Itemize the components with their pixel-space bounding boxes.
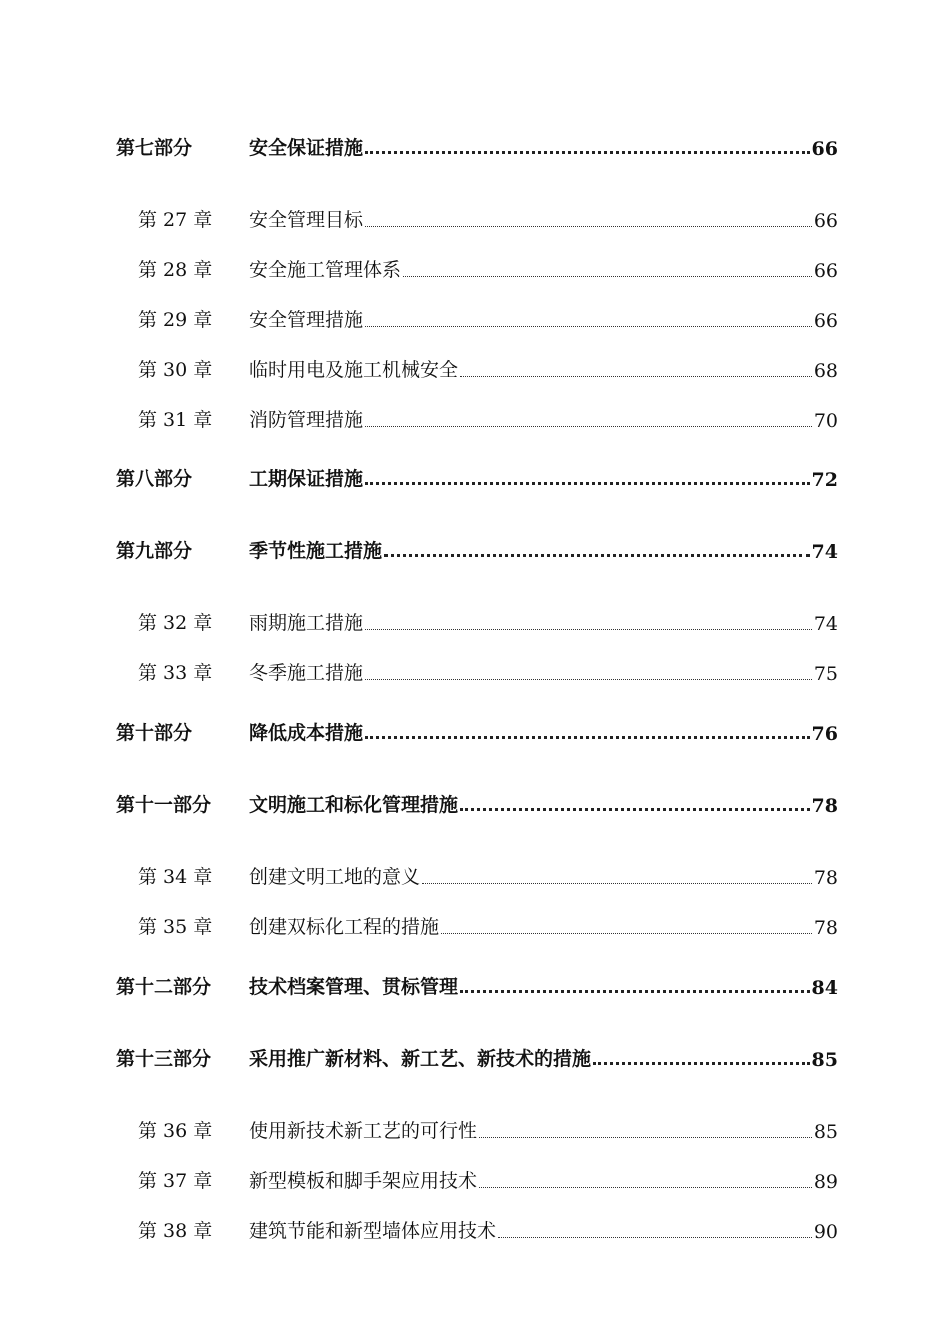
toc-entry-number: 第 32 章 — [138, 612, 213, 634]
toc-entry-number: 第十一部分 — [116, 794, 212, 816]
toc-entry-page: 66 — [813, 260, 838, 282]
dot-leader — [365, 310, 812, 332]
toc-entry-title: 创建文明工地的意义 — [249, 866, 421, 888]
toc-entry-title: 安全施工管理体系 — [249, 259, 402, 281]
toc-entry-page: 72 — [811, 469, 838, 491]
dot-leader — [365, 210, 812, 232]
dot-leader — [365, 613, 812, 635]
toc-entry-number: 第 30 章 — [138, 359, 213, 381]
toc-entry-title: 季节性施工措施 — [249, 540, 383, 562]
toc-entry-number: 第 34 章 — [138, 866, 213, 888]
toc-entry-chapter[interactable] — [116, 252, 838, 282]
toc-entry-number: 第 37 章 — [138, 1170, 213, 1192]
dot-leader — [365, 663, 812, 685]
dot-leader — [498, 1221, 812, 1243]
toc-entry-chapter[interactable] — [116, 859, 838, 889]
toc-entry-title: 雨期施工措施 — [249, 612, 364, 634]
toc-entry-part[interactable] — [116, 461, 838, 491]
toc-entry-chapter[interactable] — [116, 655, 838, 685]
toc-entry-number: 第 28 章 — [138, 259, 213, 281]
toc-entry-page: 89 — [813, 1171, 838, 1193]
toc-entry-number: 第 31 章 — [138, 409, 213, 431]
dot-leader — [479, 1121, 812, 1143]
toc-entry-title: 临时用电及施工机械安全 — [249, 359, 459, 381]
toc-entry-number: 第 38 章 — [138, 1220, 213, 1242]
toc-entry-number: 第 33 章 — [138, 662, 213, 684]
toc-entry-page: 85 — [813, 1121, 838, 1143]
toc-entry-title: 新型模板和脚手架应用技术 — [249, 1170, 478, 1192]
dot-leader — [422, 867, 812, 889]
toc-entry-page: 66 — [813, 310, 838, 332]
dot-leader — [460, 360, 812, 382]
toc-entry-chapter[interactable] — [116, 605, 838, 635]
toc-entry-chapter[interactable] — [116, 909, 838, 939]
toc-entry-title: 降低成本措施 — [249, 722, 364, 744]
toc-entry-chapter[interactable] — [116, 302, 838, 332]
toc-entry-page: 74 — [811, 541, 838, 563]
toc-entry-chapter[interactable] — [116, 1113, 838, 1143]
toc-entry-part[interactable] — [116, 533, 838, 563]
toc-entry-title: 文明施工和标化管理措施 — [249, 794, 459, 816]
toc-entry-page: 90 — [813, 1221, 838, 1243]
dot-leader — [460, 977, 810, 999]
dot-leader — [479, 1171, 812, 1193]
toc-entry-page: 66 — [813, 210, 838, 232]
toc-entry-title: 采用推广新材料、新工艺、新技术的措施 — [249, 1048, 592, 1070]
toc-entry-number: 第九部分 — [116, 540, 193, 562]
toc-entry-number: 第十三部分 — [116, 1048, 212, 1070]
toc-entry-title: 安全管理措施 — [249, 309, 364, 331]
toc-entry-number: 第八部分 — [116, 468, 193, 490]
toc-entry-number: 第 35 章 — [138, 916, 213, 938]
toc-entry-title: 工期保证措施 — [249, 468, 364, 490]
toc-entry-page: 66 — [811, 138, 838, 160]
toc-entry-number: 第 27 章 — [138, 209, 213, 231]
toc-entry-chapter[interactable] — [116, 202, 838, 232]
toc-entry-page: 78 — [813, 917, 838, 939]
toc-entry-chapter[interactable] — [116, 352, 838, 382]
toc-entry-chapter[interactable] — [116, 1163, 838, 1193]
toc-entry-title: 使用新技术新工艺的可行性 — [249, 1120, 478, 1142]
toc-entry-title: 技术档案管理、贯标管理 — [249, 976, 459, 998]
toc-entry-part[interactable] — [116, 969, 838, 999]
toc-entry-title: 安全保证措施 — [249, 137, 364, 159]
dot-leader — [365, 469, 810, 491]
toc-entry-title: 安全管理目标 — [249, 209, 364, 231]
toc-entry-page: 75 — [813, 663, 838, 685]
toc-entry-title: 建筑节能和新型墙体应用技术 — [249, 1220, 497, 1242]
toc-entry-part[interactable] — [116, 715, 838, 745]
dot-leader — [384, 541, 810, 563]
toc-entry-page: 78 — [813, 867, 838, 889]
toc-entry-number: 第十部分 — [116, 722, 193, 744]
toc-entry-number: 第 36 章 — [138, 1120, 213, 1142]
toc-entry-page: 78 — [811, 795, 838, 817]
toc-entry-number: 第七部分 — [116, 137, 193, 159]
toc-entry-title: 冬季施工措施 — [249, 662, 364, 684]
dot-leader — [593, 1049, 810, 1071]
dot-leader — [365, 138, 810, 160]
toc-entry-page: 74 — [813, 613, 838, 635]
dot-leader — [403, 260, 812, 282]
toc-entry-page: 85 — [811, 1049, 838, 1071]
toc-entry-part[interactable] — [116, 787, 838, 817]
toc-entry-page: 84 — [811, 977, 838, 999]
toc-entry-page: 76 — [811, 723, 838, 745]
toc-entry-page: 70 — [813, 410, 838, 432]
toc-entry-part[interactable] — [116, 1041, 838, 1071]
toc-entry-title: 创建双标化工程的措施 — [249, 916, 440, 938]
toc-entry-part[interactable] — [116, 130, 838, 160]
toc-entry-chapter[interactable] — [116, 1213, 838, 1243]
dot-leader — [460, 795, 810, 817]
dot-leader — [365, 410, 812, 432]
toc-entry-number: 第 29 章 — [138, 309, 213, 331]
dot-leader — [365, 723, 810, 745]
toc-entry-number: 第十二部分 — [116, 976, 212, 998]
toc-entry-title: 消防管理措施 — [249, 409, 364, 431]
toc-entry-page: 68 — [813, 360, 838, 382]
dot-leader — [441, 917, 812, 939]
toc-entry-chapter[interactable] — [116, 402, 838, 432]
